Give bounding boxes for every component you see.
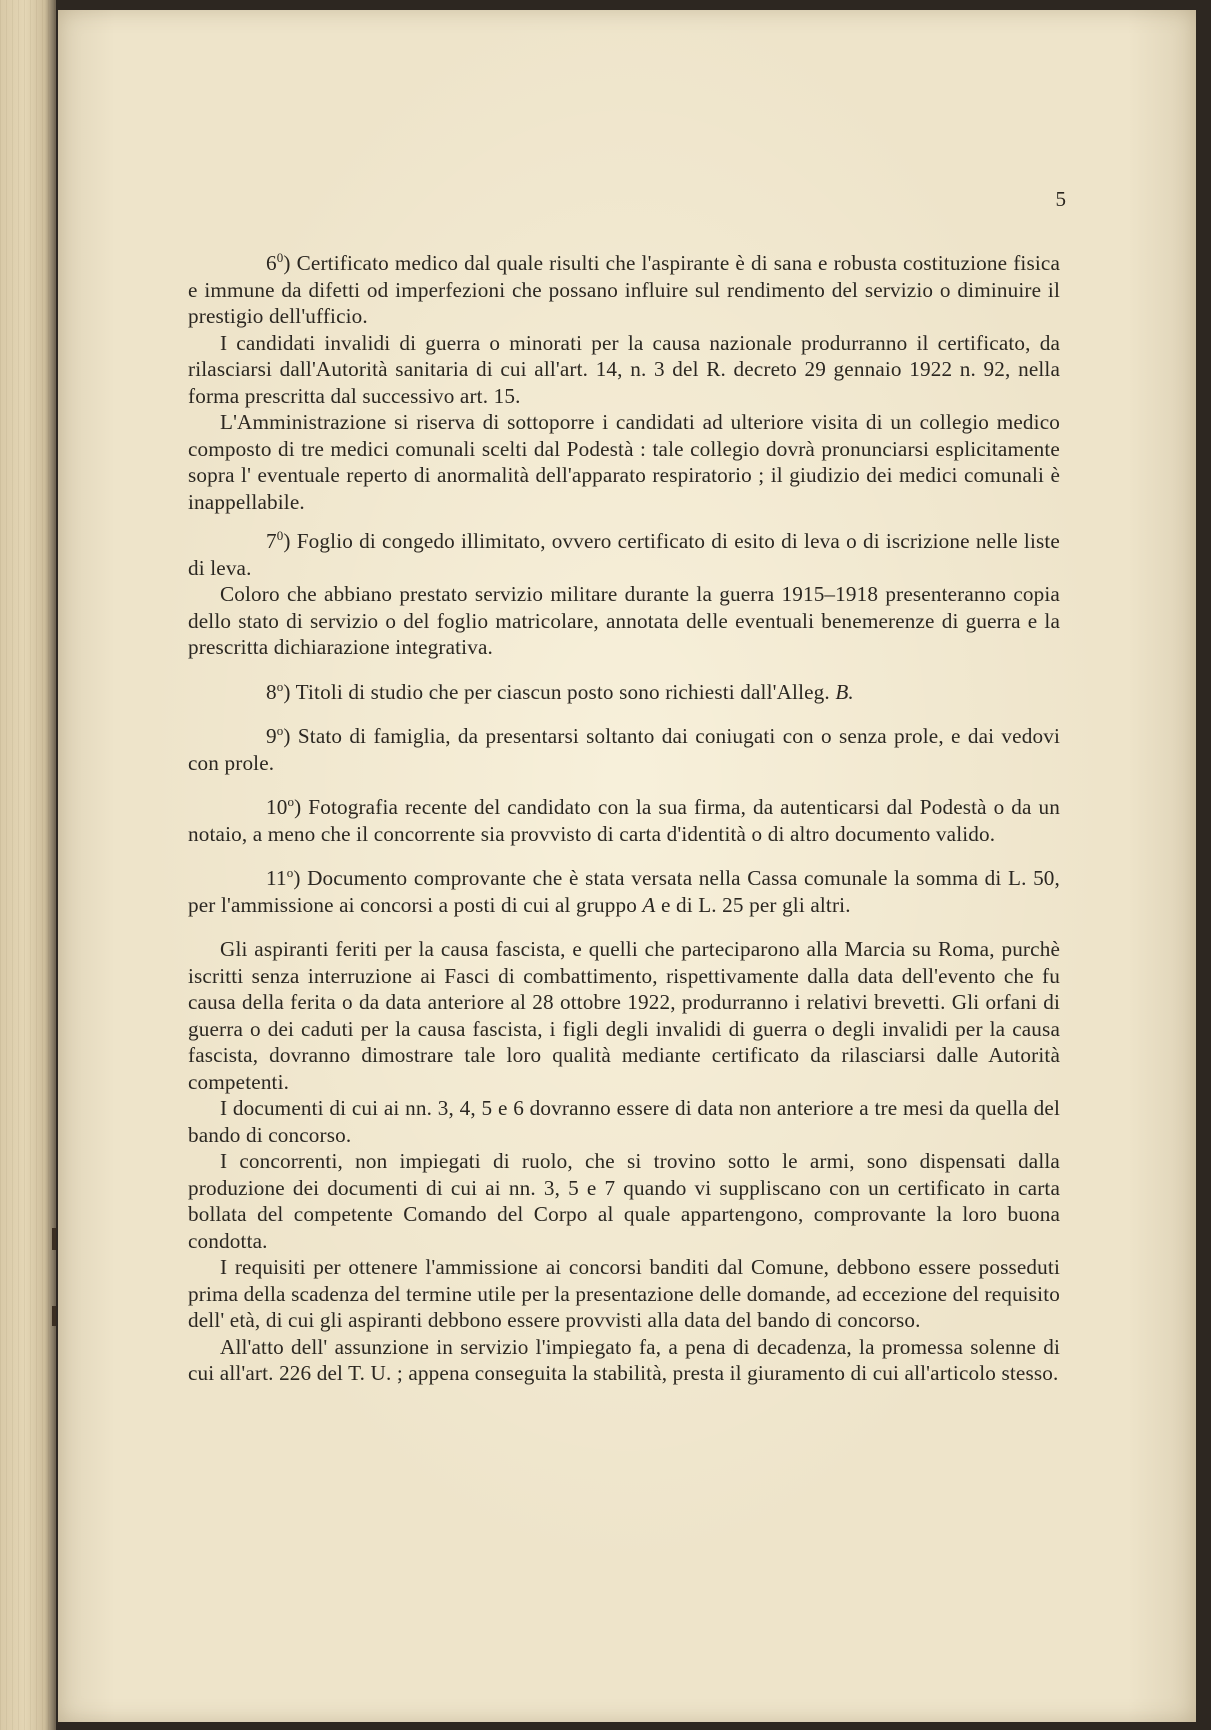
paragraph-invalidi: I candidati invalidi di guerra o minorati per la causa nazionale produrranno il certificato, da rilasciarsi dall'Autorità sanitaria di cui all'art. 14, n. 3 del R. decreto 29 gennaio 1922 n. 92, nella forma prescritta dal successivo art. 15. xyxy=(188,330,1060,408)
item-9-number: 9 xyxy=(266,724,277,748)
item-11-ordinal: o xyxy=(286,864,294,880)
item-8-ordinal: o xyxy=(276,678,284,694)
item-9-text: ) Stato di famiglia, da presentarsi soltanto dai coniugati con o senza prole, e dai vedovi con prole. xyxy=(188,724,1060,775)
binding-staple-mark xyxy=(52,1306,56,1326)
item-11-group: A xyxy=(642,892,656,917)
item-9 xyxy=(188,723,1060,776)
item-9-ordinal: o xyxy=(276,722,284,738)
page-body xyxy=(188,250,1060,1387)
item-6 xyxy=(188,250,1060,330)
paragraph-concorrenti-armi: I concorrenti, non impiegati di ruolo, che si trovino sotto le armi, sono dispensati dalla produzione dei documenti di cui ai nn. 3, 5 e 7 quando vi suppliscano con un certificato in carta bollata del competente Comando del Corpo al quale appartengono, comprovante la loro buona condotta. xyxy=(188,1149,1060,1253)
item-11-number: 11 xyxy=(266,866,287,890)
paragraph-feriti-fascisti: Gli aspiranti feriti per la causa fascista, e quelli che parteciparono alla Marcia su Roma, purchè iscritti senza interruzione ai Fasci di combattimento, rispettivamente dalla data dell'evento che fu causa della ferita o da data anteriore al 28 ottobre 1922, produrranno i relativi brevetti. Gli orfani di guerra o dei caduti per la causa fascista, i figli degli invalidi di guerra o degli invalidi per la causa fascista, dovranno dimostrare tale loro qualità mediante certificato da rilasciarsi dalle Autorità competenti. xyxy=(188,937,1060,1094)
document-page xyxy=(58,10,1196,1722)
item-8-number: 8 xyxy=(266,679,277,704)
item-6-number: 6 xyxy=(266,251,277,275)
item-10 xyxy=(188,794,1060,847)
paragraph-assunzione: All'atto dell' assunzione in servizio l'impiegato fa, a pena di decadenza, la promessa solenne di cui all'art. 226 del T. U. ; appena conseguita la stabilità, presta il giuramento di cui all'articolo stesso. xyxy=(188,1334,1060,1385)
item-6-ordinal: 0 xyxy=(276,249,284,265)
item-7 xyxy=(188,528,1060,581)
page-number: 5 xyxy=(1055,187,1066,211)
item-10-text: ) Fotografia recente del candidato con la sua firma, da autenticarsi dal Podestà o da un notaio, a meno che il concorrente sia provvisto di carta d'identità o di altro documento valido. xyxy=(188,795,1060,846)
facing-page-texture xyxy=(0,0,56,1730)
item-11-text: ) Documento comprovante che è stata versata nella Cassa comunale la somma di L. 50, per l'ammissione ai concorsi a posti di cui al gruppo xyxy=(188,866,1060,917)
facing-page-edge xyxy=(0,0,56,1730)
binding-staple-mark xyxy=(52,1228,56,1250)
item-8-text: ) Titoli di studio che per ciascun posto sono richiesti dall'Alleg. xyxy=(283,679,830,704)
item-10-ordinal: o xyxy=(287,793,295,809)
item-10-number: 10 xyxy=(266,795,288,819)
item-8-annex: B. xyxy=(835,679,854,704)
item-11-tail: e di L. 25 per gli altri. xyxy=(660,892,851,917)
item-11 xyxy=(188,865,1060,918)
item-7-number: 7 xyxy=(266,529,277,553)
paragraph-requisiti: I requisiti per ottenere l'ammissione ai concorsi banditi dal Comune, debbono essere posseduti prima della scadenza del termine utile per la presentazione delle domande, ad eccezione del requisito dell' età, di cui gli aspiranti debbono essere provvisti alla data del bando di concorso. xyxy=(188,1255,1060,1332)
item-8 xyxy=(188,679,1060,706)
item-7-text: ) Foglio di congedo illimitato, ovvero certificato di esito di leva o di iscrizione nelle liste di leva. xyxy=(188,529,1060,580)
item-6-text: ) Certificato medico dal quale risulti che l'aspirante è di sana e robusta costituzione fisica e immune da difetti od imperfezioni che possano influire sul rendimento del servizio o diminuire il prestigio dell'ufficio. xyxy=(188,251,1060,328)
paragraph-data-documenti: I documenti di cui ai nn. 3, 4, 5 e 6 dovranno essere di data non anteriore a tre mesi da quella del bando di concorso. xyxy=(188,1096,1060,1147)
paragraph-collegio-medico: L'Amministrazione si riserva di sottoporre i candidati ad ulteriore visita di un collegio medico composto di tre medici comunali scelti dal Podestà : tale collegio dovrà pronunciarsi esplicitamente sopra l' eventuale reperto di anormalità dell'apparato respiratorio ; il giudizio dei medici comunali è inappellabile. xyxy=(188,410,1060,514)
paragraph-servizio-militare: Coloro che abbiano prestato servizio militare durante la guerra 1915–1918 presenteranno copia dello stato di servizio o del foglio matricolare, annotata delle eventuali benemerenze di guerra e la prescritta dichiarazione integrativa. xyxy=(188,582,1060,659)
item-7-ordinal: 0 xyxy=(276,527,284,543)
